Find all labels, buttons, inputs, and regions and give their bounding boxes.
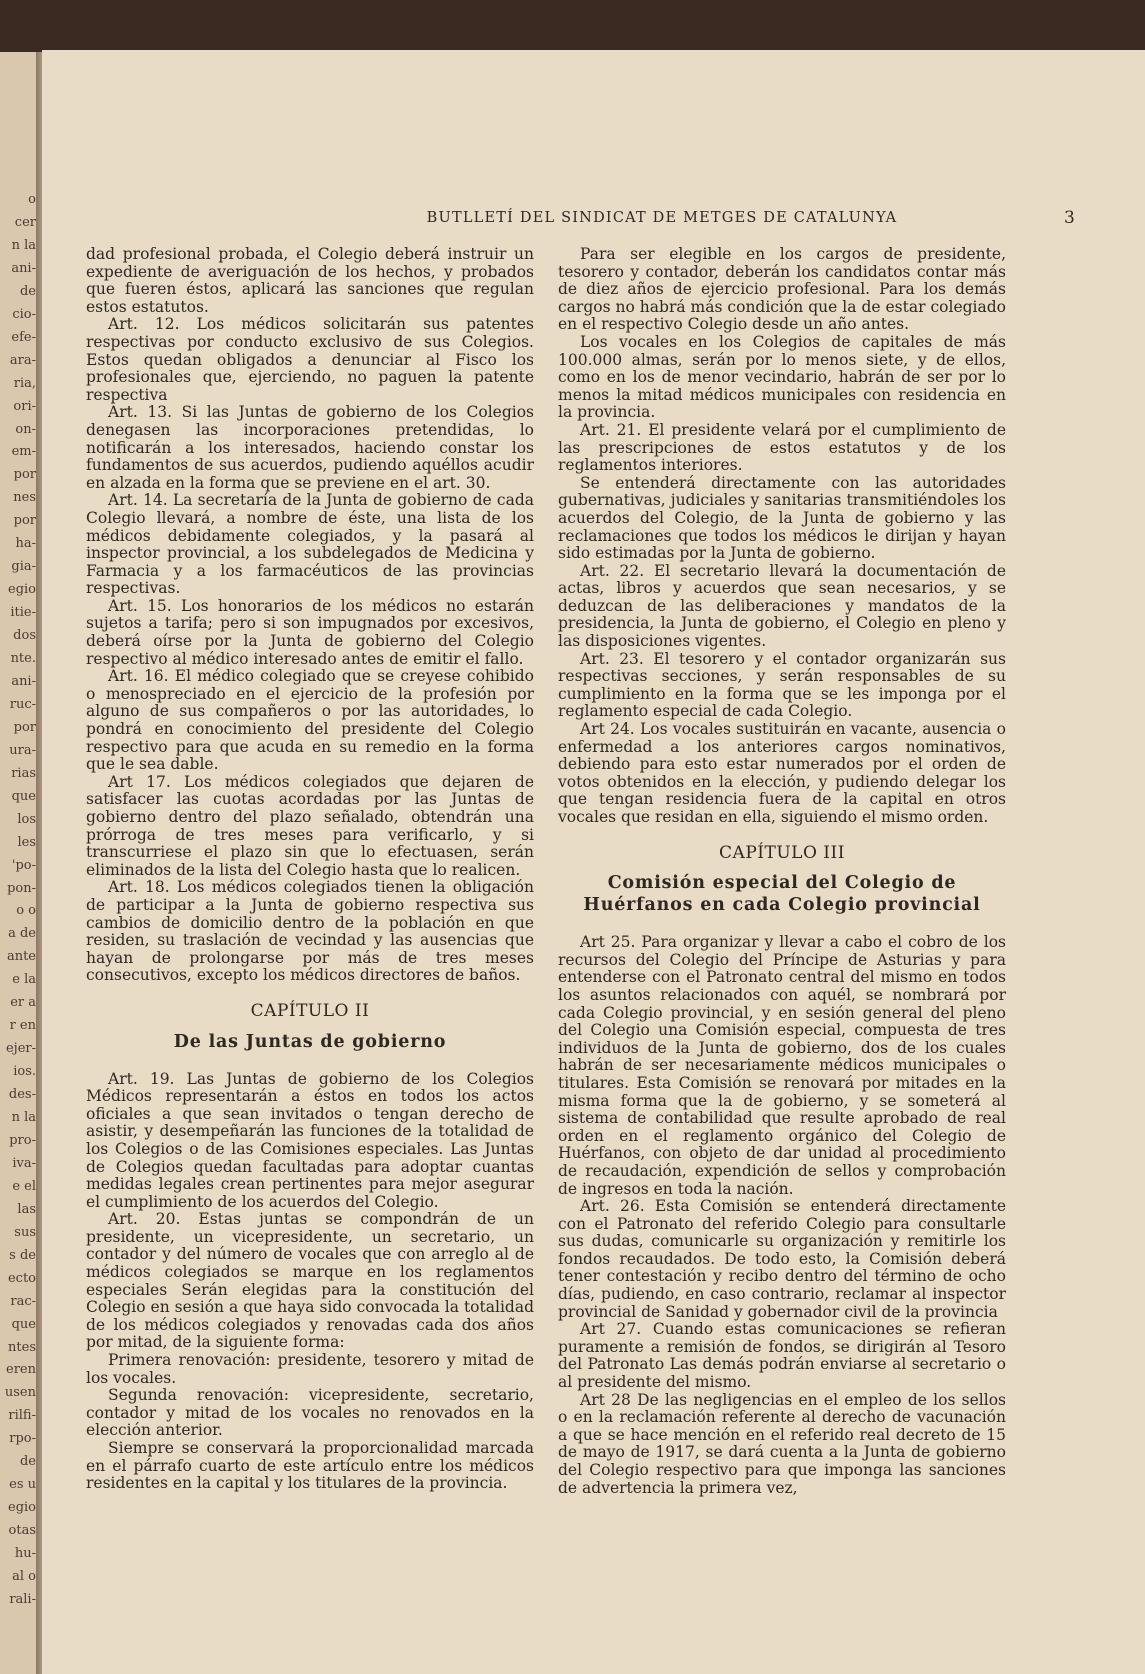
paragraph: Art 25. Para organizar y llevar a cabo el cobro de los recursos del Colegio del Príncipe de Asturias y para entenderse con el Patronato central del mismo en todos los asuntos relacionados con aquél, se nombrará por cada Colegio provincial, y en sesión general del pleno del Colegio una Comisión especial, compuesta de tres individuos de la Junta de gobierno, dos de los cuales habrán de ser necesariamente médicos municipales o titulares. Esta Comisión se renovará por mitades en la misma forma que la de gobierno, y se someterá al sistema de contabilidad que resulte aprobado de real orden en el reglamento orgánico del Colegio de Huérfanos, con objeto de dar unidad al procedimiento de recaudación, expendición de sellos y comprobación de ingresos en toda la nación. (558, 933, 1006, 1198)
paragraph: Art. 19. Las Juntas de gobierno de los Colegios Médicos representarán a éstos en todos los actos oficiales a que sean invitados o tengan derecho de asistir, y desempeñarán las funciones de la totalidad de los Colegios o de las Comisiones especiales. Las Juntas de Colegios quedan facultadas para adoptar cuantas medidas legales crean pertinentes para mejor asegurar el cumplimiento de los acuerdos del Colegio. (86, 1069, 534, 1211)
right-column (558, 246, 1006, 1497)
prev-page-fragment: que (11, 1316, 36, 1332)
prev-page-fragment: ante (6, 949, 36, 965)
document-page (42, 50, 1145, 1674)
prev-page-fragment: pon- (7, 880, 36, 896)
prev-page-fragment: gia- (11, 559, 36, 575)
prev-page-fragment: des- (8, 1087, 36, 1103)
paragraph: Para ser elegible en los cargos de presidente, tesorero y contador, deberán los candidatos contar más de diez años de ejercicio profesional. Para los demás cargos no habrá más condición que la de estar colegiado en el respectivo Colegio desde un año antes. (558, 245, 1006, 334)
prev-page-fragment: las (17, 1201, 36, 1217)
chapter-title: De las Juntas de gobierno (173, 1031, 447, 1052)
paragraph: Art. 12. Los médicos solicitarán sus patentes respectivas por conducto exclusivo de sus Colegios. Estos quedan obligados a denunciar al Fisco los profesionales que, ejerciendo, no paguen la patente respectiva (86, 315, 534, 404)
prev-page-fragment: o o (16, 903, 36, 919)
prev-page-fragment: por (13, 467, 36, 483)
prev-page-fragment: cer (14, 214, 36, 230)
prev-page-fragment: rias (11, 765, 36, 781)
prev-page-fragment: egio (8, 582, 36, 598)
prev-page-fragment: iva- (12, 1155, 36, 1171)
paragraph: Art. 16. El médico colegiado que se creyese cohibido o menospreciado en el ejercicio de la profesión por alguno de sus compañeros o por las autoridades, lo pondrá en conocimiento del presidente del Colegio respectivo para que acuda en su remedio en la forma que le sea dable. (86, 667, 534, 774)
paragraph: Los vocales en los Colegios de capitales de más 100.000 almas, serán por lo menos siete, y de ellos, como en los de menor vecindario, habrán de ser por lo menos la mitad médicos municipales con residencia en la provincia. (558, 332, 1006, 422)
paragraph: Primera renovación: presidente, tesorero y mitad de los vocales. (86, 1351, 534, 1387)
paragraph: Siempre se conservará la proporcionalidad marcada en el párrafo cuarto de este artículo entre los médicos residentes en la capital y los titulares de la provincia. (86, 1439, 534, 1493)
paragraph: Art. 18. Los médicos colegiados tienen la obligación de participar a la Junta de gobierno respectiva sus cambios de domicilio dentro de la población en que residen, su traslación de vecindad y las ausencias que hayan de prolongarse por más de tres meses consecutivos, excepto los médicos directores de baños. (86, 878, 534, 985)
prev-page-fragment: er a (10, 995, 36, 1011)
paragraph: Art 17. Los médicos colegiados que dejaren de satisfacer las cuotas acordadas por las Juntas de gobierno dentro del plazo señalado, obtendrán una prórroga de tres meses para verificarlo, y si transcurriese el plazo sin que lo efectuasen, serán eliminados de la lista del Colegio hasta que lo realicen. (86, 772, 534, 879)
prev-page-fragment: nes (13, 490, 36, 506)
paragraph: Art. 21. El presidente velará por el cumplimiento de las prescripciones de estos estatutos y de los reglamentos interiores. (558, 420, 1006, 475)
prev-page-fragment: por (13, 719, 36, 735)
prev-page-fragment: ecto (7, 1270, 36, 1286)
prev-page-fragment: ejer- (5, 1041, 36, 1057)
running-head: BUTLLETÍ DEL SINDICAT DE METGES DE CATALUNYA (426, 210, 898, 226)
prev-page-fragment: de (19, 1454, 36, 1470)
paragraph: Art. 26. Esta Comisión se entenderá directamente con el Patronato del referido Colegio para consultarle sus dudas, comunicarle su organización y remitirle los fondos recaudados. De todo esto, la Comisión deberá tener contestación y recibo dentro del término de ocho días, pudiendo, en caso contrario, reclamar al inspector provincial de Sanidad y gobernador civil de la provincia (558, 1197, 1006, 1321)
prev-page-fragment: ntes (8, 1339, 36, 1355)
paragraph: Segunda renovación: vicepresidente, secretario, contador y mitad de los vocales no renovados en la elección anterior. (86, 1386, 534, 1440)
prev-page-fragment: on- (15, 421, 36, 437)
prev-page-fragment: rpo- (9, 1431, 36, 1447)
prev-page-fragment: los (17, 811, 36, 827)
paragraph: Art 24. Los vocales sustituirán en vacante, ausencia o enfermedad a los anteriores cargos nominativos, debiendo para esto estar numerados por el orden de votos obtenidos en la elección, y pudiendo delegar los que tengan residencia fuera de la capital en otros vocales que residan en ella, siguiendo el mismo orden. (558, 720, 1006, 826)
prev-page-fragment: em- (11, 444, 36, 460)
prev-page-fragment: dos (13, 628, 36, 644)
prev-page-fragment: ruc- (9, 696, 36, 712)
paragraph: Art 28 De las negligencias en el empleo de los sellos o en la reclamación referente al derecho de vacunación a que se hace mención en el referido real decreto de 15 de mayo de 1917, se dará cuenta a la Junta de gobierno del Colegio respectivo para que imponga las sanciones de advertencia la primera vez, (558, 1390, 1006, 1497)
prev-page-fragment: pro- (9, 1132, 36, 1148)
prev-page-fragment: r en (9, 1018, 36, 1034)
prev-page-fragment: n la (11, 237, 36, 253)
prev-page-fragment: de (19, 283, 36, 299)
prev-page-fragment: a de (8, 926, 36, 942)
prev-page-fragment: otas (8, 1523, 36, 1539)
prev-page-fragment: ara- (9, 352, 36, 368)
prev-page-fragment: rali- (9, 1592, 36, 1607)
paragraph: Art. 20. Estas juntas se compondrán de un presidente, un vicepresidente, un secretario, un contador y del número de vocales que con arreglo al de médicos colegiados se marque en los reglamentos especiales Serán elegidas para la constitución del Colegio en sesión a que haya sido convocada la totalidad de los médicos colegiados y renovadas cada dos años por mitad, de la siguiente forma: (86, 1210, 534, 1352)
paragraph: Art 27. Cuando estas comunicaciones se refieran puramente a remisión de fondos, se dirigirán al Tesoro del Patronato Las demás podrán enviarse al secretario o al presidente del mismo. (558, 1320, 1006, 1392)
prev-page-fragment: al o (12, 1569, 36, 1585)
prev-page-fragment: hu- (14, 1546, 36, 1562)
prev-page-fragment: por (13, 513, 36, 529)
paragraph: Art. 13. Si las Juntas de gobierno de los Colegios denegasen las incorporaciones pretendidas, lo notificarán a los interesados, haciendo constar los fundamentos de sus acuerdos, pudiendo aquéllos acudir en alzada en la forma que se previene en el art. 30. (86, 403, 534, 492)
prev-page-fragment: ha- (15, 536, 36, 552)
prev-page-fragment: n la (11, 1110, 36, 1126)
chapter-title: Comisión especial del Colegio de Huérfanos en cada Colegio provincial (583, 873, 981, 916)
prev-page-fragment: nte. (10, 651, 36, 667)
prev-page-fragment: ria, (13, 375, 36, 391)
page-number: 3 (1064, 208, 1075, 228)
paragraph: Se entenderá directamente con las autoridades gubernativas, judiciales y sanitarias transmitiéndoles los acuerdos del Colegio, de la Junta de gobierno y las reclamaciones que todos los médicos le dirijan y hayan sido estimadas por la Junta de gobierno. (558, 473, 1006, 563)
prev-page-fragment: ura- (9, 742, 36, 758)
prev-page-fragment: ani- (11, 673, 36, 689)
prev-page-fragment: s de (9, 1247, 36, 1263)
paragraph: dad profesional probada, el Colegio deberá instruir un expediente de averiguación de los hechos, y probados que fueren éstos, aplicará las sanciones que regulan estos estatutos. (86, 245, 534, 316)
prev-page-fragment: 'po- (11, 857, 36, 873)
previous-page-edge (0, 52, 38, 1674)
prev-page-fragment: e el (12, 1178, 36, 1194)
prev-page-fragment: ios. (13, 1064, 36, 1080)
prev-page-fragment: cio- (12, 306, 36, 322)
prev-page-fragment: que (11, 788, 36, 804)
prev-page-fragment: rac- (10, 1293, 36, 1309)
prev-page-fragment: ori- (13, 398, 36, 414)
paragraph: Art. 22. El secretario llevará la documentación de actas, libros y acuerdos que sean necesarios, y se deduzcan de las deliberaciones y mandatos de la presidencia, la Junta de gobierno, el Colegio en pleno y las disposiciones vigentes. (558, 561, 1006, 651)
prev-page-fragment: es u (9, 1477, 36, 1493)
prev-page-fragment: ani- (11, 260, 36, 276)
prev-page-fragment: o (28, 192, 36, 207)
paragraph: Art. 15. Los honorarios de los médicos no estarán sujetos a tarifa; pero si son impugnados por excesivos, deberá oírse por la Junta de gobierno del Colegio respectivo al médico interesado antes de emitir el fallo. (86, 596, 534, 668)
prev-page-fragment: itie- (10, 605, 36, 621)
prev-page-fragment: eren (6, 1362, 36, 1378)
prev-page-fragment: e la (12, 972, 36, 988)
prev-page-fragment: rilfi- (8, 1408, 36, 1424)
chapter-heading: CAPÍTULO III (719, 842, 845, 863)
paragraph: Art. 23. El tesorero y el contador organizarán sus respectivas secciones, y serán responsables de su cumplimiento en la forma que se les imponga por el reglamento especial de cada Colegio. (558, 649, 1006, 721)
paragraph: Art. 14. La secretaría de la Junta de gobierno de cada Colegio llevará, a nombre de éste, una lista de los médicos debidamente colegiados, y la pasará al inspector provincial, a los subdelegados de Medicina y Farmacia y a los farmacéuticos de las provincias respectivas. (86, 491, 534, 598)
prev-page-fragment: sus (14, 1224, 36, 1240)
chapter-heading: CAPÍTULO II (250, 1000, 370, 1021)
prev-page-fragment: usen (4, 1385, 36, 1401)
prev-page-fragment: les (17, 834, 36, 850)
prev-page-fragment: efe- (11, 329, 36, 345)
left-column (86, 246, 534, 1493)
prev-page-fragment: egio (8, 1500, 36, 1516)
